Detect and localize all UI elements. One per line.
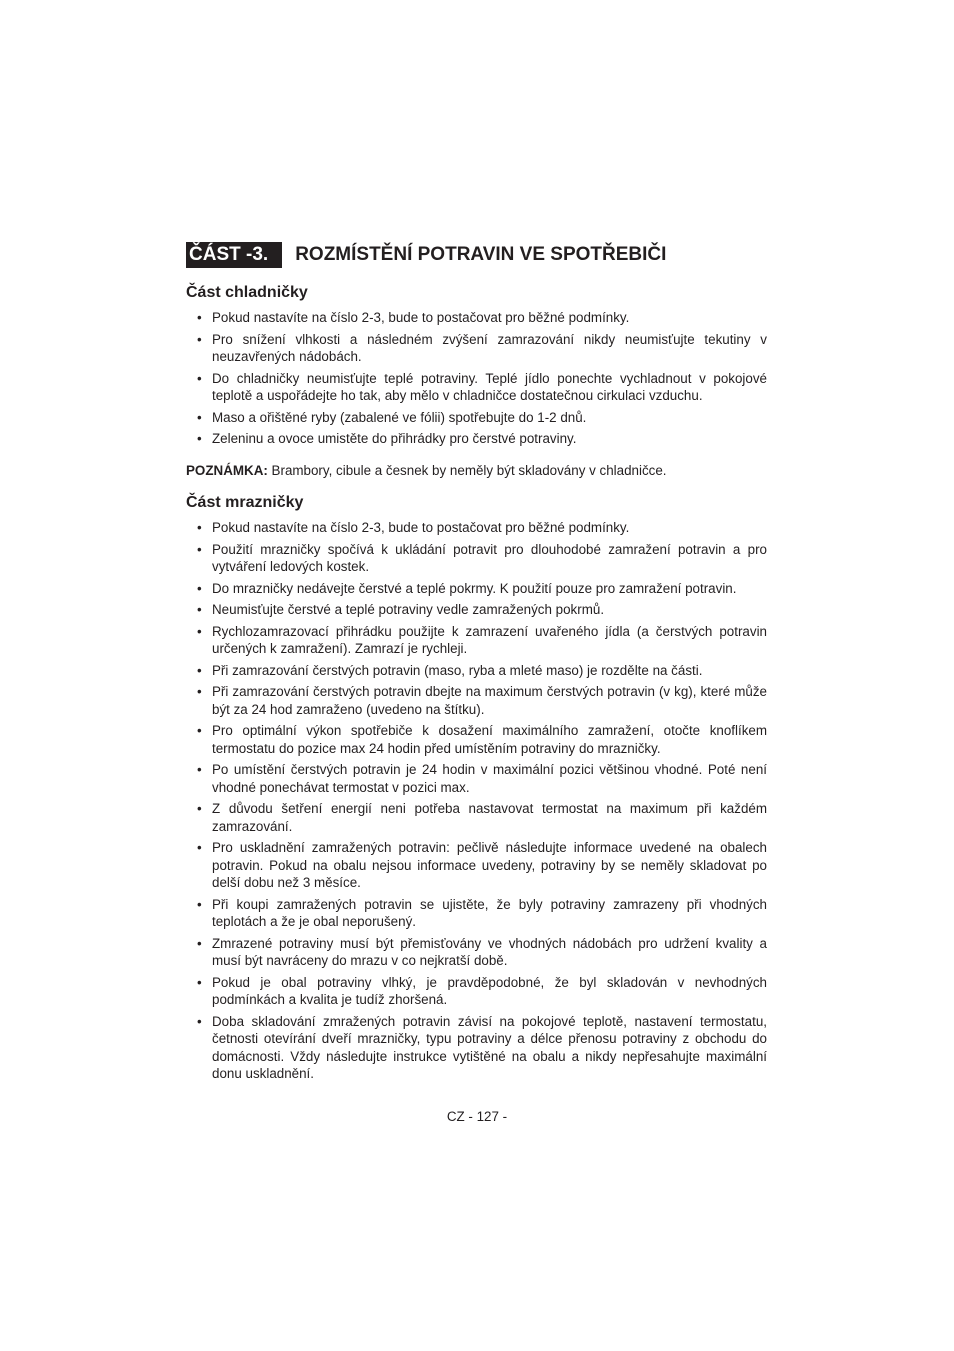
document-page bbox=[186, 241, 767, 1087]
list-item: • Zeleninu a ovoce umistěte do přihrádky pro čerstvé potraviny. bbox=[186, 430, 767, 448]
part-label: ČÁST -3. bbox=[186, 242, 282, 268]
note-label: POZNÁMKA: bbox=[186, 462, 268, 478]
list-item: • Pokud nastavíte na číslo 2-3, bude to postačovat pro běžné podmínky. bbox=[186, 309, 767, 327]
note bbox=[186, 462, 767, 480]
list-item: • Pro optimální výkon spotřebiče k dosažení maximálního zamražení, otočte knoflíkem termostatu do pozice max 24 hodin před umístěním potraviny do mrazničky. bbox=[186, 722, 767, 757]
list-item: • Do chladničky neumisťujte teplé potraviny. Teplé jídlo ponechte vychladnout v pokojové teplotě a uspořádejte ho tak, aby mělo v chladničce dostatečnou cirkulaci vzduchu. bbox=[186, 370, 767, 405]
section-title: ROZMÍSTĚNÍ POTRAVIN VE SPOTŘEBIČI bbox=[295, 244, 667, 265]
list-item: • Pro snížení vlhkosti a následném zvýšení zamrazování nikdy neumisťujte tekutiny v neuzavřených nádobách. bbox=[186, 331, 767, 366]
list-item: • Pro uskladnění zamražených potravin: pečlivě následujte informace uvedené na obalech potravin. Pokud na obalu nejsou informace uvedeny, potraviny by se neměly skladovat po delší dobu než 3 měsíce. bbox=[186, 839, 767, 892]
list-item: • Při zamrazování čerstvých potravin dbejte na maximum čerstvých potravin (v kg), které může být za 24 hod zamraženo (uvedeno na štítku). bbox=[186, 683, 767, 718]
list-item: • Pokud je obal potraviny vlhký, je pravděpodobné, že byl skladován v nevhodných podmínkách a kvalita je tudíž zhoršená. bbox=[186, 974, 767, 1009]
freezer-list bbox=[186, 519, 767, 1083]
list-item: • Neumisťujte čerstvé a teplé potraviny vedle zamražených pokrmů. bbox=[186, 601, 767, 619]
list-item: • Pokud nastavíte na číslo 2-3, bude to postačovat pro běžné podmínky. bbox=[186, 519, 767, 537]
page-number: CZ - 127 - bbox=[446, 1109, 508, 1124]
list-item: • Rychlozamrazovací přihrádku použijte k zamrazení uvařeného jídla (a čerstvých potravin určených k zamražení). Zamrazí je rychleji. bbox=[186, 623, 767, 658]
list-item: • Použití mrazničky spočívá k ukládání potravit pro dlouhodobé zamražení potravin a pro vytváření ledových kostek. bbox=[186, 541, 767, 576]
section-heading bbox=[186, 241, 767, 269]
list-item: • Doba skladování zmražených potravin závisí na pokojové teplotě, nastavení termostatu, četnosti otevírání dveří mrazničky, typu potraviny a délce přenosu potraviny z obchodu do domácnosti. Vždy následujte instrukce vytištěné na obalu a nikdy nepřesahujte maximální donu uskladnění. bbox=[186, 1013, 767, 1083]
list-item: • Po umístění čerstvých potravin je 24 hodin v maximální pozici většinou vhodné. Poté není vhodné ponechávat termostat v pozici max. bbox=[186, 761, 767, 796]
list-item: • Zmrazené potraviny musí být přemisťovány ve vhodných nádobách pro udržení kvality a musí být navráceny do mrazu v co nejkratší době. bbox=[186, 935, 767, 970]
note-text: Brambory, cibule a česnek by neměly být skladovány v chladničce. bbox=[267, 462, 667, 478]
list-item: • Při zamrazování čerstvých potravin (maso, ryba a mleté maso) je rozdělte na části. bbox=[186, 662, 767, 680]
fridge-list bbox=[186, 309, 767, 448]
list-item: • Při koupi zamražených potravin se ujistěte, že byly potraviny zamrazeny při vhodných teplotách a že je obal neporušený. bbox=[186, 896, 767, 931]
fridge-section-title: Část chladničky bbox=[186, 284, 308, 301]
freezer-section-title: Část mrazničky bbox=[186, 494, 304, 511]
list-item: • Do mrazničky nedávejte čerstvé a teplé pokrmy. K použití pouze pro zamražení potravin. bbox=[186, 580, 767, 598]
list-item: • Z důvodu šetření energií neni potřeba nastavovat termostat na maximum při každém zamrazování. bbox=[186, 800, 767, 835]
list-item: • Maso a ořištěné ryby (zabalené ve fólii) spotřebujte do 1-2 dnů. bbox=[186, 409, 767, 427]
